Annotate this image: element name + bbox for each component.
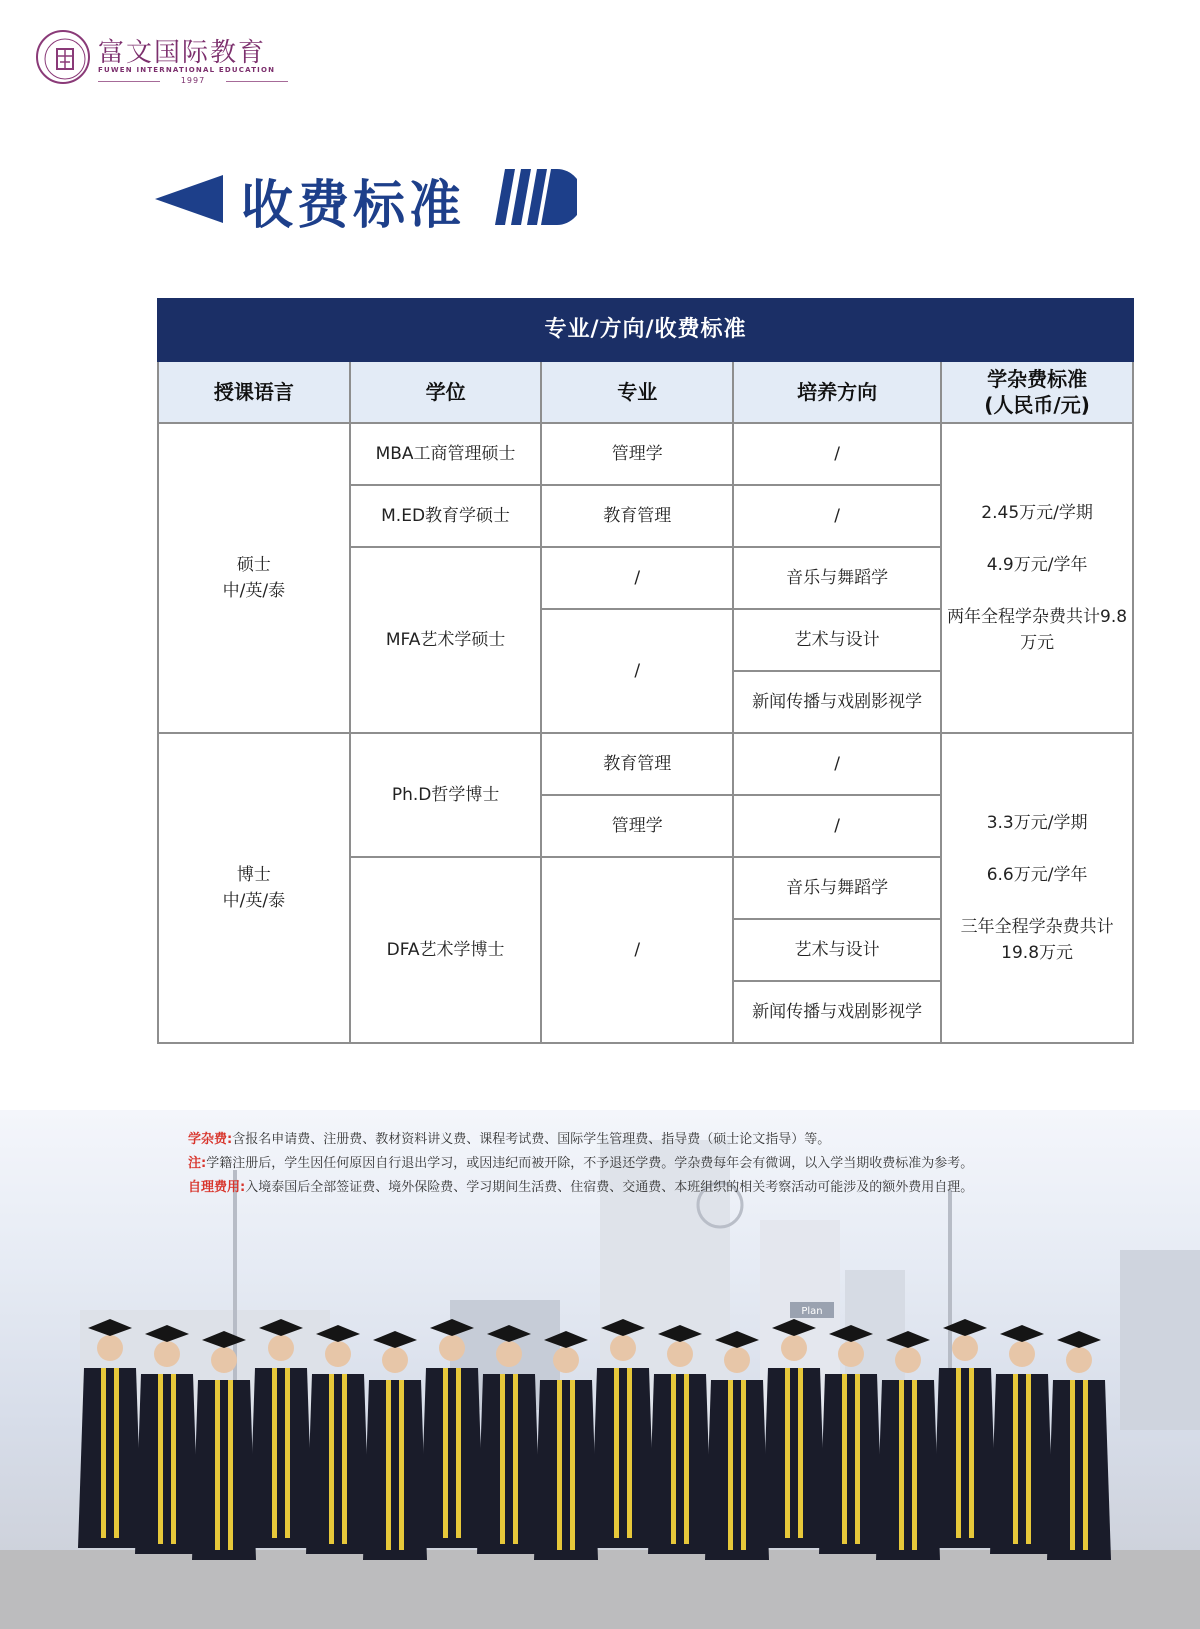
header-direction: 培养方向	[733, 361, 941, 423]
doctor-level: 博士	[236, 865, 271, 885]
note-text: 含报名申请费、注册费、教材资料讲义费、课程考试费、国际学生管理费、指导费（硕士论文指导）等。	[232, 1132, 831, 1147]
graduate-figure	[990, 1325, 1054, 1554]
graduate-figure	[933, 1319, 997, 1548]
dfa-major: /	[541, 857, 733, 1043]
note-label: 注:	[188, 1156, 207, 1171]
logo-seal-icon	[36, 30, 90, 84]
table-caption: 专业/方向/收费标准	[158, 299, 1133, 361]
mfa-direction-2: 艺术与设计	[733, 609, 941, 671]
note-item	[188, 1176, 1088, 1200]
header-language: 授课语言	[158, 361, 350, 423]
header-major: 专业	[541, 361, 733, 423]
master-level: 硕士	[236, 555, 271, 575]
phd-major-1: 教育管理	[541, 733, 733, 795]
master-fee-cell	[941, 423, 1133, 733]
scene-sign: Plan	[801, 1306, 823, 1317]
master-fee-total: 两年全程学杂费共计9.8万元	[947, 607, 1128, 653]
brand-name: 富文国际教育	[98, 38, 267, 68]
table-caption-row	[158, 299, 1133, 361]
note-label: 自理费用:	[188, 1180, 246, 1195]
note-item	[188, 1128, 1088, 1152]
doctor-language-cell	[158, 733, 350, 1043]
doctor-fee-total: 三年全程学杂费共计19.8万元	[960, 917, 1114, 963]
header-fee	[941, 361, 1133, 423]
phd-degree: Ph.D哲学博士	[350, 733, 542, 857]
brand-logo	[36, 30, 296, 90]
doctor-fee-year: 6.6万元/学年	[986, 865, 1088, 885]
note-text: 学籍注册后，学生因任何原因自行退出学习，或因违纪而被开除，不予退还学费。学杂费每年会有微调，以入学当期收费标准为参考。	[206, 1156, 974, 1171]
phd-direction-1: /	[733, 733, 941, 795]
mba-degree: MBA工商管理硕士	[350, 423, 542, 485]
brand-english: FUWEN INTERNATIONAL EDUCATION	[98, 66, 276, 74]
dfa-degree: DFA艺术学博士	[350, 857, 542, 1043]
note-item	[188, 1152, 1088, 1176]
mfa-direction-3: 新闻传播与戏剧影视学	[733, 671, 941, 733]
doctor-fee-term: 3.3万元/学期	[986, 813, 1088, 833]
fee-table	[157, 298, 1134, 1044]
note-text: 入境泰国后全部签证费、境外保险费、学习期间生活费、住宿费、交通费、本班组织的相关考察活动可能涉及的额外费用自理。	[245, 1180, 974, 1195]
mfa-major-1: /	[541, 547, 733, 609]
table-row	[158, 423, 1133, 485]
dfa-direction-1: 音乐与舞蹈学	[733, 857, 941, 919]
master-fee-term: 2.45万元/学期	[981, 503, 1093, 523]
mfa-major-2: /	[541, 609, 733, 733]
mfa-degree: MFA艺术学硕士	[350, 547, 542, 733]
page-title: 收费标准	[241, 176, 466, 236]
header-degree: 学位	[350, 361, 542, 423]
med-major: 教育管理	[541, 485, 733, 547]
table-row	[158, 733, 1133, 795]
master-fee-year: 4.9万元/学年	[986, 555, 1088, 575]
mba-major: 管理学	[541, 423, 733, 485]
graduate-figure	[363, 1331, 427, 1560]
mba-direction: /	[733, 423, 941, 485]
master-languages: 中/英/泰	[222, 581, 286, 601]
med-direction: /	[733, 485, 941, 547]
phd-direction-2: /	[733, 795, 941, 857]
header-fee-line2: (人民币/元)	[984, 393, 1090, 417]
med-degree: M.ED教育学硕士	[350, 485, 542, 547]
dfa-direction-3: 新闻传播与戏剧影视学	[733, 981, 941, 1043]
dfa-direction-2: 艺术与设计	[733, 919, 941, 981]
stripes-decoration-icon	[495, 169, 577, 225]
doctor-fee-cell	[941, 733, 1133, 1043]
table-header-row	[158, 361, 1133, 423]
note-label: 学杂费:	[188, 1132, 233, 1147]
brand-year: 1997	[98, 76, 288, 85]
phd-major-2: 管理学	[541, 795, 733, 857]
fee-notes	[188, 1128, 1088, 1200]
left-arrow-icon	[155, 173, 225, 225]
header-fee-line1: 学杂费标准	[987, 367, 1088, 391]
doctor-languages: 中/英/泰	[222, 891, 286, 911]
master-language-cell	[158, 423, 350, 733]
graduate-figure	[1047, 1331, 1111, 1560]
mfa-direction-1: 音乐与舞蹈学	[733, 547, 941, 609]
